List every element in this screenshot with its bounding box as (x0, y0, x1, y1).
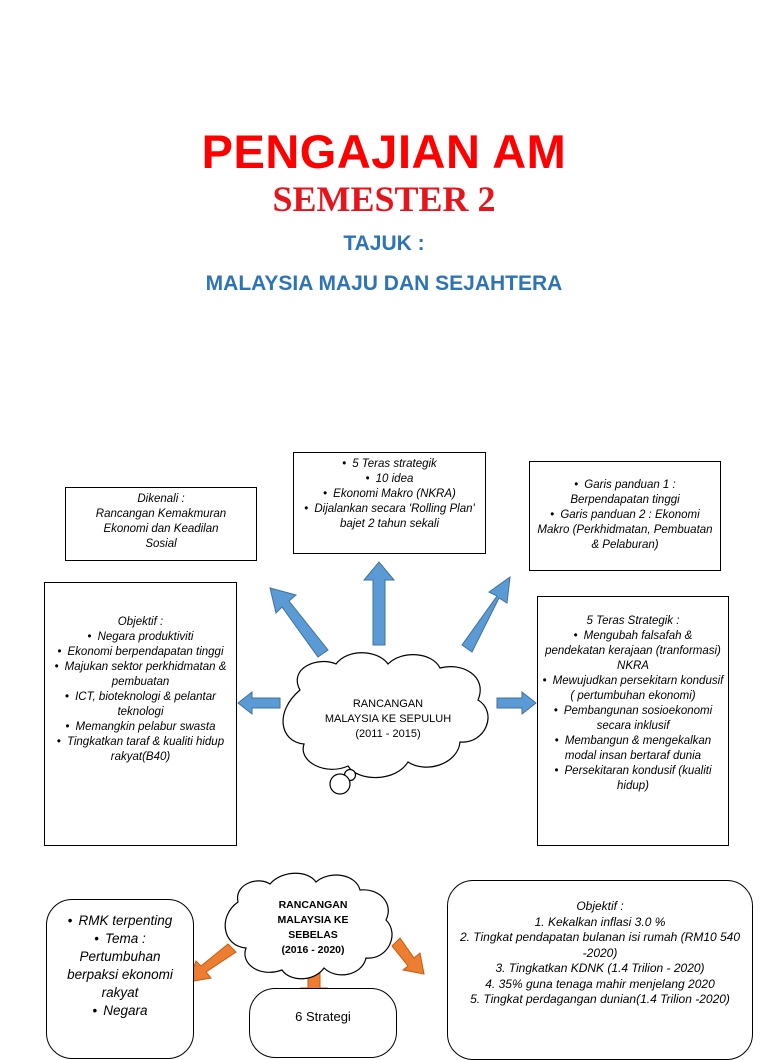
list-item: • Mewujudkan persekitarn kondusif ( pertumbuhan ekonomi) (542, 674, 724, 704)
semester-heading: SEMESTER 2 (272, 179, 496, 219)
objektif-heading: Objektif : (576, 899, 624, 913)
list-item: • Persekitaran kondusif (kualiti hidup) (542, 764, 724, 794)
teras-heading: 5 Teras Strategik : (586, 615, 680, 627)
list-item: • Ekonomi Makro (NKRA) (300, 487, 479, 502)
dikenali-line: Ekonomi dan Keadilan (103, 523, 219, 535)
arrow-left (238, 692, 280, 714)
list-item: • Garis panduan 1 : Berpendapatan tinggi (536, 478, 714, 508)
list-item: • Mengubah falsafah & pendekatan kerajaan (tranformasi) NKRA (542, 629, 724, 674)
list-item: 2. Tingkat pendapatan bulanan isi rumah (RM10 540 -2020) (459, 930, 741, 960)
cloud-rmk11-line: SEBELAS (288, 929, 338, 941)
arrow-up-left (270, 588, 328, 657)
dikenali-line: Dikenali : (137, 493, 185, 505)
list-item: 4. 35% guna tenaga mahir menjelang 2020 (485, 976, 715, 991)
list-item: • Negara (55, 1002, 185, 1020)
objektif-heading: Objektif : (117, 616, 164, 628)
list-item: 3. Tingkatkan KDNK (1.4 Trilion - 2020) (495, 961, 705, 975)
cloud-rmk10-line: MALAYSIA KE SEPULUH (324, 713, 452, 725)
list-item: 5. Tingkat perdagangan dunian(1.4 Trilion -2020) (470, 992, 730, 1006)
cloud-rmk11-line: MALAYSIA KE (277, 914, 349, 926)
arrow-orange-right (392, 938, 424, 974)
strategi-label: 6 Strategi (295, 1009, 351, 1024)
list-item: • Tingkatkan taraf & kualiti hidup rakyat(B40) (49, 735, 232, 765)
list-item: • Majukan sektor perkhidmatan & pembuatan (49, 660, 232, 690)
page-title: PENGAJIAN AM (201, 125, 567, 178)
cloud-rmk11-line: (2016 - 2020) (281, 944, 345, 956)
list-item: • RMK terpenting (55, 912, 185, 930)
list-item: • Pembangunan sosioekonomi secara inklusif (542, 704, 724, 734)
strategi-box (249, 988, 397, 1058)
cloud-rmk11-text (246, 898, 380, 958)
dikenali-line: Rancangan Kemakmuran (95, 508, 227, 520)
cloud-rmk10-line: RANCANGAN (352, 698, 424, 710)
list-item: 1. Kekalkan inflasi 3.0 % (534, 914, 666, 929)
arrow-up (364, 562, 394, 645)
objektif-rmk10-box (44, 582, 237, 846)
arrow-up-right (462, 577, 510, 652)
dikenali-line: Sosial (145, 538, 177, 550)
list-item: • Dijalankan secara 'Rolling Plan' bajet 2 tahun sekali (300, 502, 479, 532)
list-item: • 10 idea (300, 472, 479, 487)
list-item: • Membangun & mengekalkan modal insan bertaraf dunia (542, 734, 724, 764)
cloud-rmk11-line: RANCANGAN (278, 899, 348, 911)
arrow-right (497, 692, 536, 714)
garis-panduan-box (529, 461, 721, 571)
list-item: • Garis panduan 2 : Ekonomi Makro (Perkhidmatan, Pembuatan & Pelaburan) (536, 508, 714, 553)
topic-heading: MALAYSIA MAJU DAN SEJAHTERA (205, 272, 563, 295)
tajuk-label: TAJUK : (343, 232, 425, 255)
list-item: • Ekonomi berpendapatan tinggi (49, 645, 232, 660)
arrow-orange-left (188, 944, 236, 982)
objektif-rmk11-box (447, 880, 753, 1060)
cloud-rmk10-text (300, 697, 476, 742)
list-item: • 5 Teras strategik (300, 457, 479, 472)
list-item: • Negara produktiviti (49, 630, 232, 645)
strategi-summary-box (293, 452, 486, 554)
list-item: • Tema : Pertumbuhan berpaksi ekonomi rakyat (55, 930, 185, 1002)
list-item: • Memangkin pelabur swasta (49, 720, 232, 735)
rmk11-info-box (46, 899, 194, 1059)
list-item: • ICT, bioteknologi & pelantar teknologi (49, 690, 232, 720)
teras-strategik-box (537, 596, 729, 846)
cloud-rmk10-line: (2011 - 2015) (355, 728, 421, 740)
dikenali-box (65, 487, 257, 561)
